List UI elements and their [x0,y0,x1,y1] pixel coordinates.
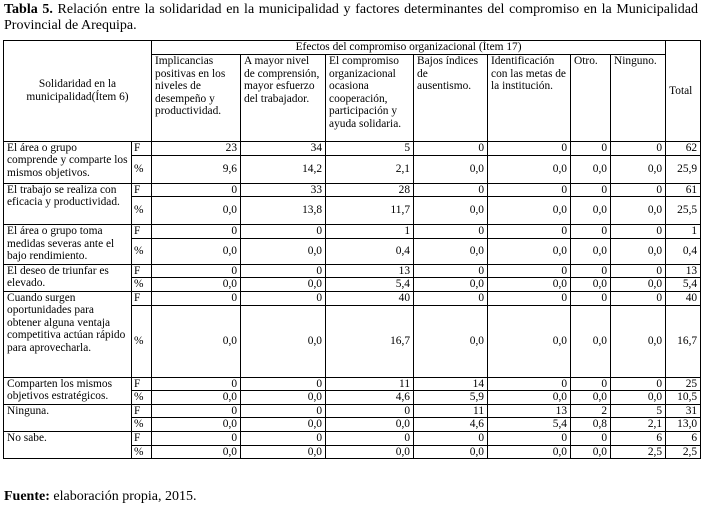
frequency-cell: 0 [241,264,326,278]
percent-cell: 13,0 [666,418,701,432]
header-row-group [4,41,701,55]
frequency-cell: 0 [414,183,488,197]
percent-cell: 16,7 [326,305,414,377]
percent-cell: 0,0 [152,391,241,405]
unit-percent: % [132,445,152,459]
frequency-cell: 0 [611,264,666,278]
frequency-cell: 14 [414,377,488,391]
frequency-cell: 0 [571,291,611,305]
percent-cell: 0,0 [414,155,488,183]
frequency-cell: 0 [611,183,666,197]
frequency-cell: 11 [414,404,488,418]
frequency-cell: 0 [571,431,611,445]
frequency-cell: 0 [571,142,611,156]
percent-cell: 5,4 [666,278,701,292]
percent-cell: 5,9 [414,391,488,405]
row-label: Comparten los mismos objetivos estratégicos. [4,377,132,404]
unit-frequency: F [132,291,152,305]
column-header-identificacion: Identificación con las metas de la institución. [488,55,571,142]
percent-cell: 0,0 [611,155,666,183]
frequency-cell: 0 [488,142,571,156]
frequency-cell: 0 [488,225,571,239]
percent-cell: 0,0 [611,305,666,377]
percent-cell: 0,0 [152,238,241,264]
frequency-cell: 0 [326,431,414,445]
frequency-cell: 0 [152,183,241,197]
unit-percent: % [132,197,152,225]
percent-cell: 9,6 [152,155,241,183]
column-header-total: Total [666,41,701,142]
row-label: El deseo de triunfar es elevado. [4,264,132,291]
percent-cell: 0,0 [241,418,326,432]
unit-frequency: F [132,264,152,278]
unit-frequency: F [132,404,152,418]
percent-cell: 0,0 [488,155,571,183]
percent-cell: 0,0 [488,197,571,225]
source-label: Fuente: [4,489,50,504]
unit-percent: % [132,155,152,183]
table-row [4,183,701,197]
frequency-cell: 23 [152,142,241,156]
percent-cell: 4,6 [414,418,488,432]
percent-cell: 13,8 [241,197,326,225]
frequency-cell: 0 [241,291,326,305]
percent-cell: 0,4 [666,238,701,264]
frequency-cell: 13 [326,264,414,278]
column-header-ninguno: Ninguno. [611,55,666,142]
percent-cell: 0,0 [488,305,571,377]
percent-cell: 0,0 [414,278,488,292]
table-caption [4,2,698,34]
frequency-cell: 40 [326,291,414,305]
percent-cell: 0,0 [488,238,571,264]
unit-percent: % [132,305,152,377]
frequency-cell: 13 [488,404,571,418]
percent-cell: 0,4 [326,238,414,264]
frequency-cell: 0 [414,142,488,156]
unit-percent: % [132,391,152,405]
frequency-cell: 40 [666,291,701,305]
frequency-cell: 28 [326,183,414,197]
frequency-cell: 0 [488,264,571,278]
frequency-cell: 0 [488,183,571,197]
frequency-cell: 25 [666,377,701,391]
source-text: elaboración propia, 2015. [49,489,197,504]
column-header-ausentismo: Bajos índices de ausentismo. [414,55,488,142]
percent-cell: 0,0 [571,445,611,459]
unit-frequency: F [132,225,152,239]
column-header-compromiso: El compromiso organizacional ocasiona cooperación, participación y ayuda solidaria. [326,55,414,142]
frequency-cell: 0 [241,377,326,391]
frequency-cell: 1 [666,225,701,239]
unit-percent: % [132,278,152,292]
frequency-cell: 0 [571,264,611,278]
frequency-cell: 0 [152,291,241,305]
percent-cell: 11,7 [326,197,414,225]
percent-cell: 10,5 [666,391,701,405]
frequency-cell: 0 [611,142,666,156]
frequency-cell: 6 [666,431,701,445]
percent-cell: 0,0 [241,238,326,264]
frequency-cell: 0 [611,377,666,391]
frequency-cell: 0 [611,291,666,305]
unit-frequency: F [132,142,152,156]
percent-cell: 2,1 [611,418,666,432]
row-label: El trabajo se realiza con eficacia y productividad. [4,183,132,225]
percent-cell: 0,0 [326,418,414,432]
percent-cell: 0,0 [241,278,326,292]
frequency-cell: 2 [571,404,611,418]
frequency-cell: 0 [571,225,611,239]
table-source [4,489,196,505]
row-label: No sabe. [4,431,132,458]
frequency-cell: 0 [326,404,414,418]
column-header-mayor-nivel: A mayor nivel de comprensión, mayor esfuerzo del trabajador. [241,55,326,142]
frequency-cell: 0 [152,404,241,418]
percent-cell: 0,0 [571,278,611,292]
percent-cell: 0,0 [488,391,571,405]
percent-cell: 16,7 [666,305,701,377]
frequency-cell: 0 [611,225,666,239]
frequency-cell: 0 [152,431,241,445]
table-row [4,264,701,278]
frequency-cell: 0 [414,225,488,239]
table-row [4,291,701,305]
percent-cell: 0,0 [571,155,611,183]
percent-cell: 0,0 [152,278,241,292]
percent-cell: 0,0 [488,445,571,459]
caption-text: Relación entre la solidaridad en la municipalidad y factores determinantes del compromiso en la Municipalidad Provincial de Arequipa. [4,2,698,33]
table-row [4,431,701,445]
table-row [4,377,701,391]
percent-cell: 0,0 [152,305,241,377]
percent-cell: 0,0 [611,391,666,405]
table-row [4,142,701,156]
column-header-implicancias: Implicancias positivas en los niveles de desempeño y productividad. [152,55,241,142]
percent-cell: 5,4 [488,418,571,432]
data-table [3,40,701,459]
frequency-cell: 31 [666,404,701,418]
percent-cell: 0,0 [152,445,241,459]
frequency-cell: 5 [611,404,666,418]
caption-label: Tabla 5. [4,2,53,17]
percent-cell: 0,0 [611,197,666,225]
frequency-cell: 0 [488,291,571,305]
percent-cell: 0,0 [241,305,326,377]
table-row [4,225,701,239]
percent-cell: 0,0 [414,445,488,459]
percent-cell: 0,0 [571,197,611,225]
frequency-cell: 11 [326,377,414,391]
percent-cell: 0,0 [414,305,488,377]
percent-cell: 0,0 [241,445,326,459]
column-header-otro: Otro. [571,55,611,142]
frequency-cell: 0 [571,183,611,197]
frequency-cell: 0 [241,225,326,239]
percent-cell: 0,0 [571,238,611,264]
unit-frequency: F [132,183,152,197]
frequency-cell: 6 [611,431,666,445]
percent-cell: 0,0 [241,391,326,405]
frequency-cell: 1 [326,225,414,239]
percent-cell: 4,6 [326,391,414,405]
percent-cell: 2,5 [611,445,666,459]
percent-cell: 0,0 [611,278,666,292]
frequency-cell: 0 [152,377,241,391]
percent-cell: 5,4 [326,278,414,292]
percent-cell: 0,0 [414,197,488,225]
frequency-cell: 0 [152,264,241,278]
frequency-cell: 0 [414,291,488,305]
percent-cell: 0,0 [611,238,666,264]
row-label: El área o grupo toma medidas severas ante el bajo rendimiento. [4,225,132,265]
unit-percent: % [132,238,152,264]
frequency-cell: 0 [488,377,571,391]
percent-cell: 0,8 [571,418,611,432]
frequency-cell: 33 [241,183,326,197]
percent-cell: 0,0 [571,391,611,405]
unit-frequency: F [132,431,152,445]
percent-cell: 0,0 [152,418,241,432]
percent-cell: 0,0 [326,445,414,459]
frequency-cell: 34 [241,142,326,156]
percent-cell: 0,0 [414,238,488,264]
percent-cell: 25,9 [666,155,701,183]
percent-cell: 0,0 [571,305,611,377]
percent-cell: 0,0 [152,197,241,225]
table-row [4,404,701,418]
frequency-cell: 61 [666,183,701,197]
percent-cell: 0,0 [488,278,571,292]
row-label: El área o grupo comprende y comparte los mismos objetivos. [4,142,132,184]
frequency-cell: 0 [414,431,488,445]
frequency-cell: 13 [666,264,701,278]
row-label: Ninguna. [4,404,132,431]
frequency-cell: 0 [488,431,571,445]
unit-percent: % [132,418,152,432]
frequency-cell: 0 [571,377,611,391]
percent-cell: 2,1 [326,155,414,183]
frequency-cell: 0 [152,225,241,239]
frequency-cell: 0 [414,264,488,278]
group-header: Efectos del compromiso organizacional (Ítem 17) [152,41,666,55]
row-header: Solidaridad en la municipalidad(Ítem 6) [4,41,152,142]
row-label: Cuando surgen oportunidades para obtener alguna ventaja competitiva actúan rápido para aprovecharla. [4,291,132,377]
percent-cell: 14,2 [241,155,326,183]
unit-frequency: F [132,377,152,391]
frequency-cell: 0 [241,404,326,418]
table-body [4,142,701,459]
percent-cell: 25,5 [666,197,701,225]
percent-cell: 2,5 [666,445,701,459]
frequency-cell: 0 [241,431,326,445]
frequency-cell: 5 [326,142,414,156]
frequency-cell: 62 [666,142,701,156]
